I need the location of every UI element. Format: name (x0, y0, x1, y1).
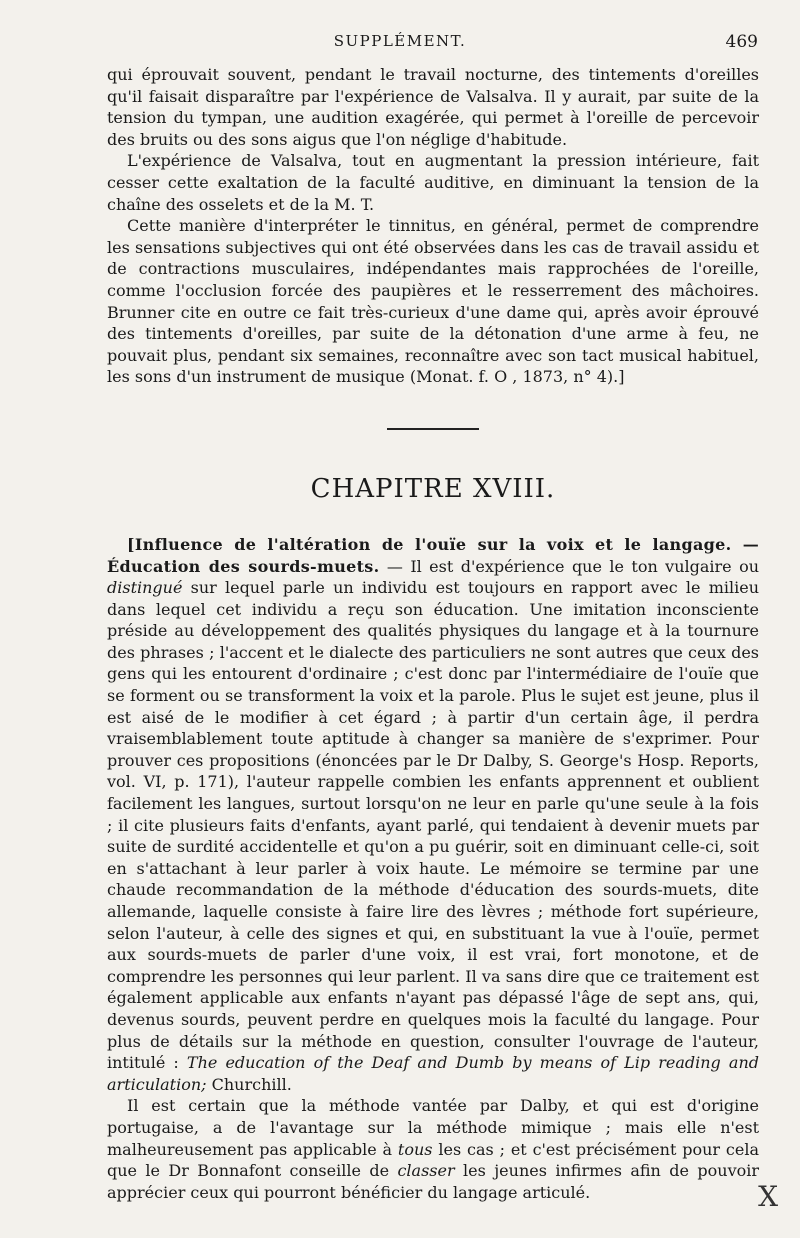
paragraph-4 (107, 534, 759, 1095)
paragraph-4-text-3: Churchill. (206, 1074, 292, 1094)
corner-mark: X (758, 1180, 778, 1213)
running-title: SUPPLÉMENT. (333, 32, 467, 50)
paragraph-5 (107, 1095, 759, 1203)
chapter-title: CHAPITRE XVIII. (310, 473, 556, 504)
page-number: 469 (725, 32, 758, 52)
paragraph-5-italic-1: tous (397, 1139, 433, 1159)
paragraph-4-text-1: — Il est d'expérience que le ton vulgaire ou (379, 556, 760, 576)
page-body (107, 64, 759, 1203)
paragraph-5-text-1: Il est certain que la méthode vantée par Dalby, et qui est d'origine portugaise, a de l'avantage sur la méthode mimique ; mais elle n'est malheureusement pas applicable à (107, 1096, 759, 1159)
paragraph-4-italic-1: distingué (107, 578, 183, 598)
paragraph-5-text-2: les cas ; et c'est précisément pour cela que le Dr Bonnafont conseille de (107, 1139, 760, 1181)
paragraph-4-text-2: sur lequel parle un individu est toujours en rapport avec le milieu dans lequel cet individu a reçu son éducation. Une imitation inconsciente préside au développement des qualités physiques du langage et à la tournure des phrases ; l'accent et le dialecte des particuliers ne sont autres que ceux des gens qui les entourent d'ordinaire ; c'est donc par l'intermédiaire de l'ouïe que se forment ou se transforment la voix et la parole. Plus le sujet est jeune, plus il est aisé de le modifier à cet égard ; à partir d'un certain âge, il perdra vraisemblablement toute aptitude à changer sa manière de s'exprimer. Pour prouver ces propositions (énoncées par le Dr Dalby, S. George's Hosp. Reports, vol. VI, p. 171), l'auteur rappelle combien les enfants apprennent et oublient facilement les langues, surtout lorsqu'on ne leur en parle qu'une seule à la fois ; il cite plusieurs faits d'enfants, ayant parlé, qui tendaient à devenir muets par suite de surdité accidentelle et qu'on a pu guérir, soit en diminuant celle-ci, soit en s'attachant à leur parler à voix haute. Le mémoire se termine par une chaude recommandation de la méthode d'éducation des sourds-muets, dite allemande, laquelle consiste à faire lire des lèvres ; méthode fort supérieure, selon l'auteur, à celle des signes et qui, en substituant la vue à l'ouïe, permet aux sourds-muets de parler d'une voix, il est vrai, fort monotone, et de comprendre les personnes qui leur parlent. Il va sans dire que ce traitement est également applicable aux enfants n'ayant pas dépassé l'âge de sept ans, qui, devenus sourds, peuvent perdre en quelques mois la faculté du langage. Pour plus de détails sur la méthode en question, consulter l'ouvrage de l'auteur, intitulé : (107, 578, 759, 1073)
paragraph-1: qui éprouvait souvent, pendant le travail nocturne, des tintements d'oreilles qu'il faisait disparaître par l'expérience de Valsalva. Il y aurait, par suite de la tension du tympan, une audition exagérée, qui permet à l'oreille de percevoir des bruits ou des sons aigus que l'on néglige d'habitude. (107, 65, 759, 149)
book-title-citation: The education of the Deaf and Dumb by means of Lip reading and articulation; (107, 1053, 759, 1094)
section-heading: [Influence de l'altération de l'ouïe sur la voix et le langage. — Éducation des sourds-muets. (107, 534, 759, 576)
section-divider (387, 428, 479, 430)
page-header (0, 32, 800, 60)
paragraph-5-text-3: les jeunes infirmes afin de pouvoir apprécier ceux qui pourront bénéficier du langage articulé. (107, 1161, 759, 1202)
paragraph-2: L'expérience de Valsalva, tout en augmentant la pression intérieure, fait cesser cette exaltation de la faculté auditive, en diminuant la tension de la chaîne des osselets et de la M. T. (107, 151, 759, 214)
paragraph-3: Cette manière d'interpréter le tinnitus, en général, permet de comprendre les sensations subjectives qui ont été observées dans les cas de travail assidu et de contractions musculaires, indépendantes mais rapprochées de l'oreille, comme l'occlusion forcée des paupières et le resserrement des mâchoires. Brunner cite en outre ce fait très-curieux d'une dame qui, après avoir éprouvé des tintements d'oreilles, par suite de la détonation d'une arme à feu, ne pouvait plus, pendant six semaines, reconnaître avec son tact musical habituel, les sons d'un instrument de musique (Monat. f. O , 1873, n° 4).] (107, 216, 759, 387)
paragraph-5-italic-2: classer (397, 1161, 455, 1181)
